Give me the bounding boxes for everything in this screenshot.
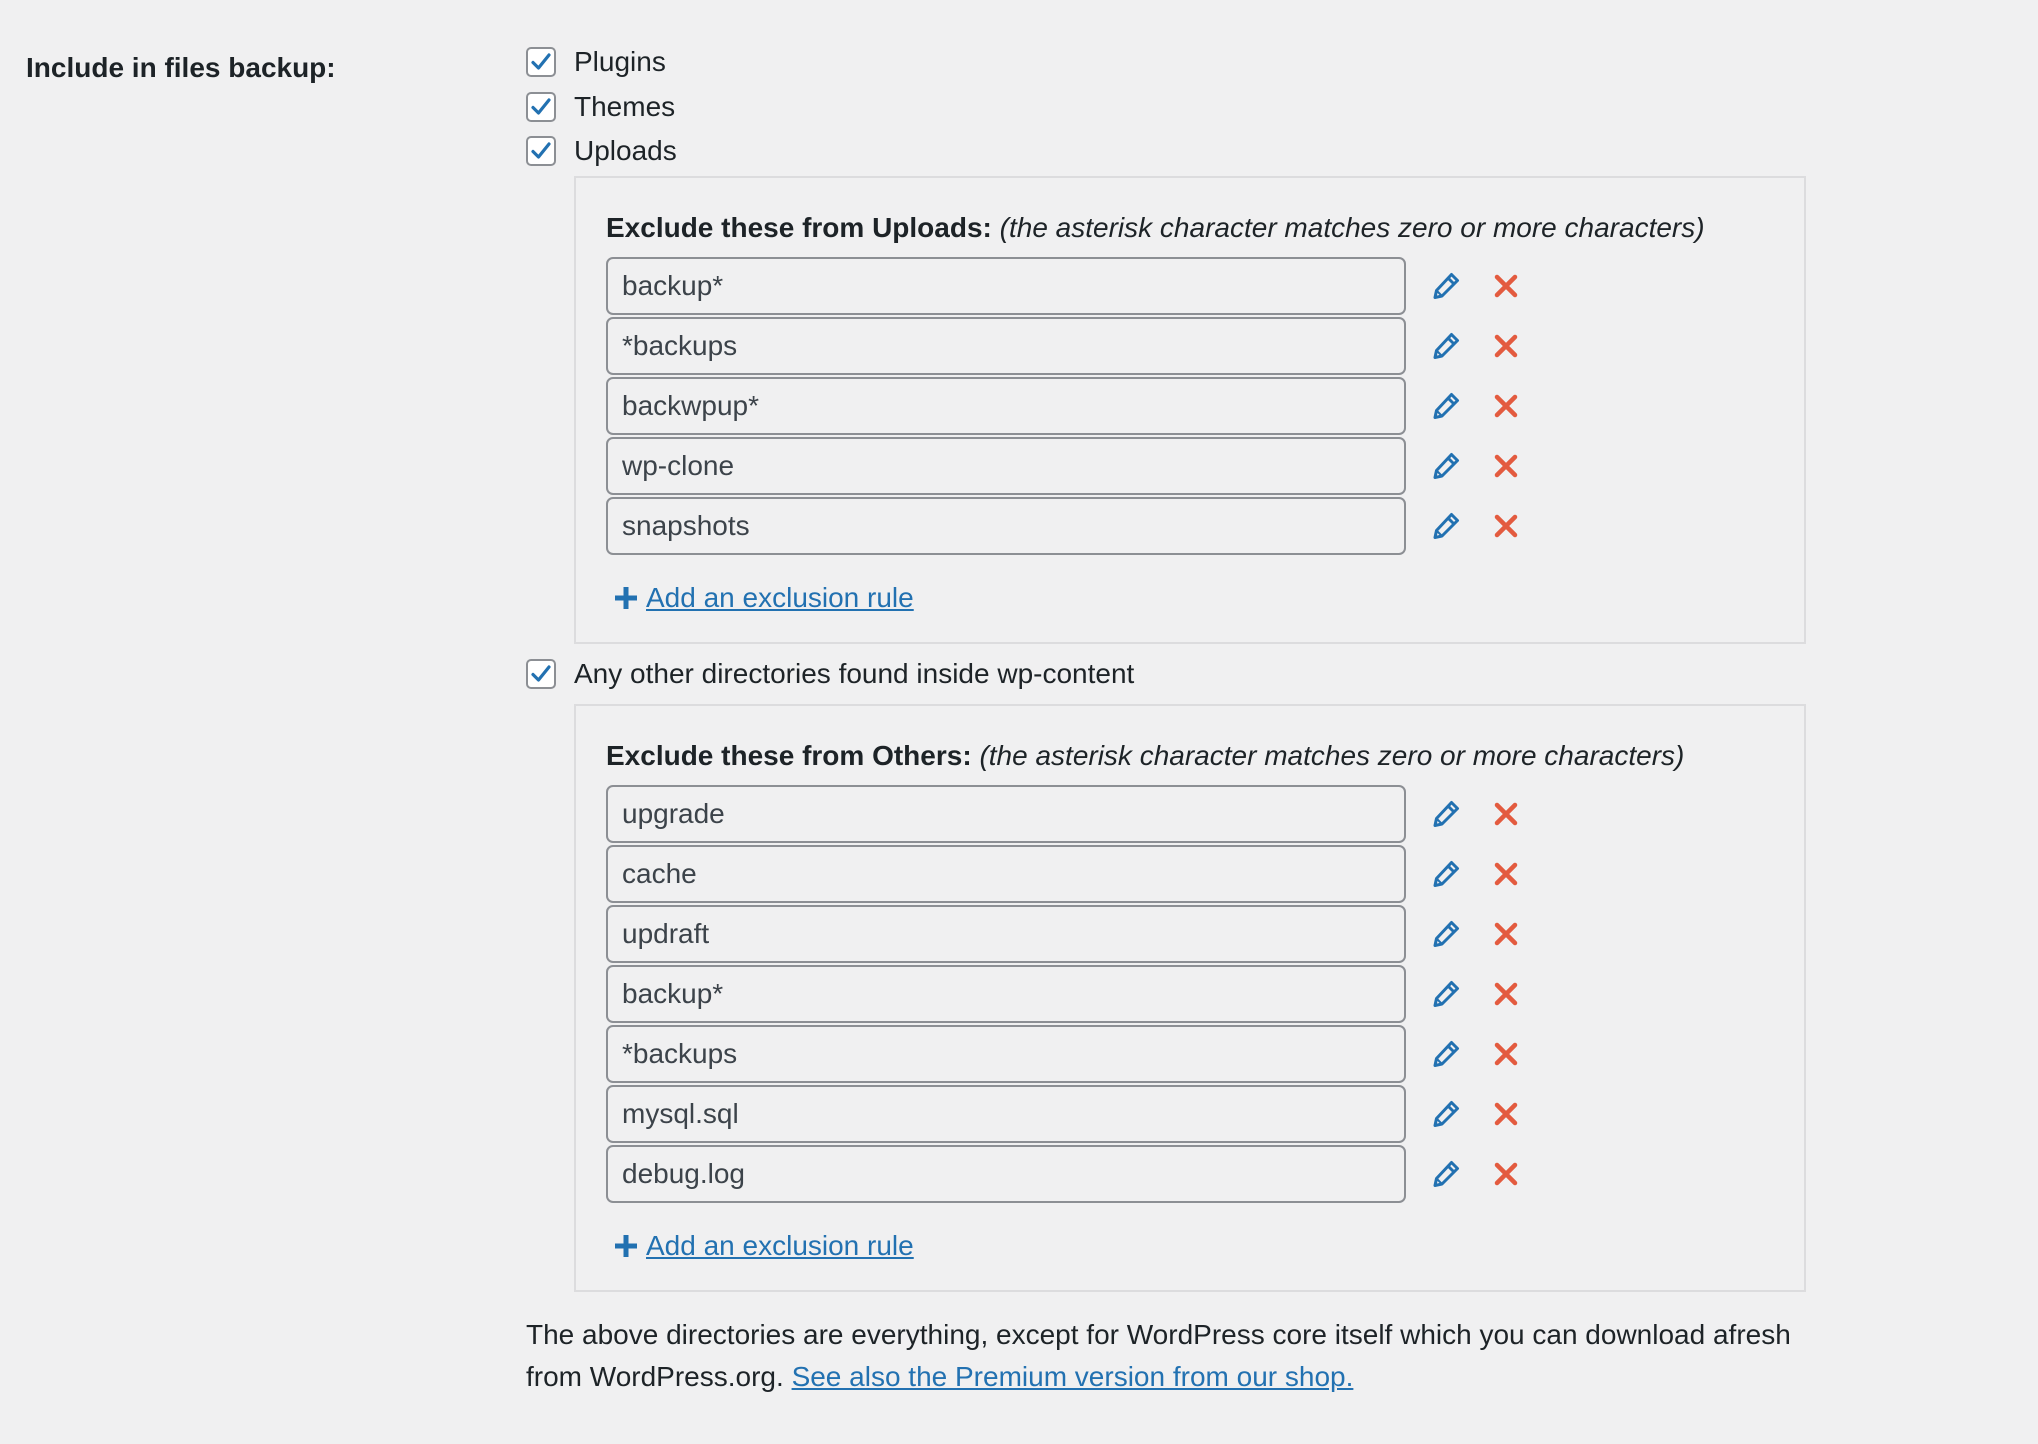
exclusion-rule-row: [606, 1084, 1804, 1144]
edit-rule-button[interactable]: [1426, 854, 1466, 894]
exclusion-rule-input[interactable]: [606, 317, 1406, 375]
pencil-icon: [1431, 391, 1461, 421]
exclusion-rule-input[interactable]: [606, 437, 1406, 495]
delete-rule-button[interactable]: [1486, 1034, 1526, 1074]
close-icon: [1493, 801, 1519, 827]
themes-option: [526, 85, 2026, 130]
pencil-icon: [1431, 1039, 1461, 1069]
exclusion-rule-row: [606, 436, 1804, 496]
others-add-rule-link[interactable]: Add an exclusion rule: [646, 1230, 914, 1261]
uploads-heading-hint: (the asterisk character matches zero or more characters): [999, 211, 1705, 243]
uploads-checkbox[interactable]: [526, 136, 556, 166]
close-icon: [1493, 921, 1519, 947]
plus-icon: [612, 584, 640, 612]
close-icon: [1493, 1161, 1519, 1187]
check-icon: [529, 50, 553, 74]
themes-label[interactable]: Themes: [574, 90, 676, 122]
edit-rule-button[interactable]: [1426, 914, 1466, 954]
exclusion-rule-input[interactable]: [606, 785, 1406, 843]
uploads-heading-bold: Exclude these from Uploads:: [606, 211, 992, 243]
others-exclusions-box: [574, 704, 1806, 1292]
edit-rule-button[interactable]: [1426, 1154, 1466, 1194]
close-icon: [1493, 393, 1519, 419]
backup-options: [526, 40, 2026, 1398]
pencil-icon: [1431, 799, 1461, 829]
exclusion-rule-input[interactable]: [606, 257, 1406, 315]
uploads-rule-list: [606, 256, 1804, 556]
exclusion-rule-row: [606, 376, 1804, 436]
delete-rule-button[interactable]: [1486, 794, 1526, 834]
uploads-label[interactable]: Uploads: [574, 135, 677, 167]
exclusion-rule-input[interactable]: [606, 845, 1406, 903]
exclusion-rule-input[interactable]: [606, 497, 1406, 555]
exclusion-rule-row: [606, 316, 1804, 376]
pencil-icon: [1431, 1159, 1461, 1189]
delete-rule-button[interactable]: [1486, 974, 1526, 1014]
premium-link[interactable]: See also the Premium version from our shop.: [791, 1361, 1354, 1392]
close-icon: [1493, 861, 1519, 887]
others-option: [526, 652, 2026, 697]
themes-checkbox[interactable]: [526, 92, 556, 122]
others-rule-list: [606, 784, 1804, 1204]
delete-rule-button[interactable]: [1486, 914, 1526, 954]
uploads-add-rule[interactable]: [606, 578, 1804, 618]
edit-rule-button[interactable]: [1426, 794, 1466, 834]
close-icon: [1493, 1041, 1519, 1067]
section-label: Include in files backup:: [26, 52, 336, 83]
plus-icon: [612, 1232, 640, 1260]
exclusion-rule-row: [606, 1144, 1804, 1204]
exclusion-rule-row: [606, 1024, 1804, 1084]
delete-rule-button[interactable]: [1486, 506, 1526, 546]
delete-rule-button[interactable]: [1486, 326, 1526, 366]
pencil-icon: [1431, 331, 1461, 361]
delete-rule-button[interactable]: [1486, 266, 1526, 306]
others-heading-hint: (the asterisk character matches zero or more characters): [979, 740, 1685, 771]
pencil-icon: [1431, 271, 1461, 301]
uploads-option: [526, 129, 2026, 174]
exclusion-rule-row: [606, 256, 1804, 316]
exclusion-rule-input[interactable]: [606, 1085, 1406, 1143]
edit-rule-button[interactable]: [1426, 446, 1466, 486]
exclusion-rule-row: [606, 904, 1804, 964]
exclusion-rule-input[interactable]: [606, 1025, 1406, 1083]
check-icon: [529, 95, 553, 119]
edit-rule-button[interactable]: [1426, 506, 1466, 546]
close-icon: [1493, 981, 1519, 1007]
exclusion-rule-row: [606, 964, 1804, 1024]
exclusion-rule-row: [606, 844, 1804, 904]
delete-rule-button[interactable]: [1486, 1094, 1526, 1134]
check-icon: [529, 662, 553, 686]
close-icon: [1493, 273, 1519, 299]
others-label[interactable]: Any other directories found inside wp-content: [574, 657, 1135, 689]
plugins-label[interactable]: Plugins: [574, 46, 666, 78]
delete-rule-button[interactable]: [1486, 386, 1526, 426]
edit-rule-button[interactable]: [1426, 386, 1466, 426]
edit-rule-button[interactable]: [1426, 1094, 1466, 1134]
pencil-icon: [1431, 859, 1461, 889]
others-heading-bold: Exclude these from Others:: [606, 740, 972, 771]
uploads-exclusions-heading: [606, 210, 1804, 246]
edit-rule-button[interactable]: [1426, 1034, 1466, 1074]
exclusion-rule-input[interactable]: [606, 377, 1406, 435]
exclusion-rule-input[interactable]: [606, 1145, 1406, 1203]
pencil-icon: [1431, 979, 1461, 1009]
exclusion-rule-row: [606, 496, 1804, 556]
delete-rule-button[interactable]: [1486, 446, 1526, 486]
others-checkbox[interactable]: [526, 659, 556, 689]
close-icon: [1493, 453, 1519, 479]
pencil-icon: [1431, 919, 1461, 949]
uploads-add-rule-link[interactable]: Add an exclusion rule: [646, 581, 914, 613]
check-icon: [529, 139, 553, 163]
edit-rule-button[interactable]: [1426, 326, 1466, 366]
uploads-exclusions-box: [574, 176, 1806, 644]
pencil-icon: [1431, 511, 1461, 541]
close-icon: [1493, 333, 1519, 359]
pencil-icon: [1431, 451, 1461, 481]
close-icon: [1493, 513, 1519, 539]
pencil-icon: [1431, 1099, 1461, 1129]
delete-rule-button[interactable]: [1486, 1154, 1526, 1194]
edit-rule-button[interactable]: [1426, 266, 1466, 306]
close-icon: [1493, 1101, 1519, 1127]
exclusion-rule-row: [606, 784, 1804, 844]
footer-text: The above directories are everything, except for WordPress core itself which you can download afresh from WordPress.org.: [526, 1319, 1791, 1392]
others-exclusions-heading: [606, 738, 1804, 774]
edit-rule-button[interactable]: [1426, 974, 1466, 1014]
plugins-option: [526, 40, 2026, 85]
footer-note: [526, 1314, 1826, 1398]
exclusion-rule-input[interactable]: [606, 905, 1406, 963]
plugins-checkbox[interactable]: [526, 47, 556, 77]
exclusion-rule-input[interactable]: [606, 965, 1406, 1023]
delete-rule-button[interactable]: [1486, 854, 1526, 894]
others-add-rule[interactable]: [606, 1226, 1804, 1266]
